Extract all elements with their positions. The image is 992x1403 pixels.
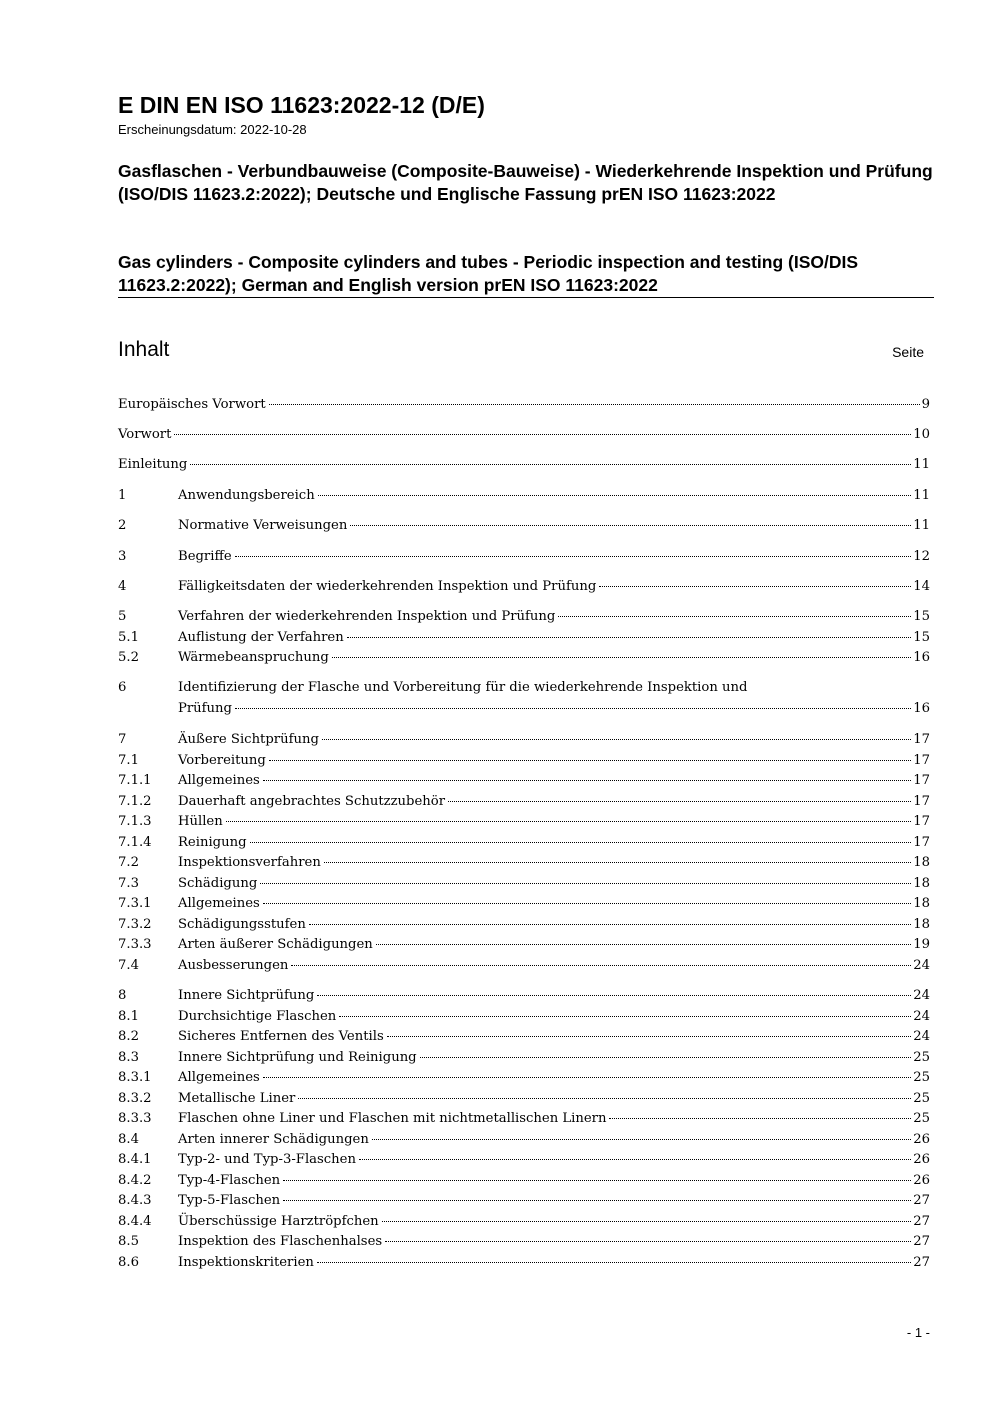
- toc-entry-title: Allgemeines: [178, 1070, 260, 1085]
- toc-entry-title: Anwendungsbereich: [178, 488, 315, 503]
- toc-entry-number: 2: [118, 518, 127, 533]
- toc-entry[interactable]: [118, 986, 930, 1006]
- toc-entry[interactable]: [118, 1109, 930, 1129]
- toc-leader-dots: [250, 842, 912, 843]
- toc-leader-dots: [283, 1200, 911, 1201]
- toc-entry-number: 8.3.1: [118, 1070, 152, 1085]
- toc-entry-title: Prüfung: [178, 701, 232, 716]
- toc-entry-page: 17: [913, 794, 930, 809]
- toc-leader-dots: [291, 965, 911, 966]
- toc-leader-dots: [339, 1016, 911, 1017]
- toc-leader-dots: [298, 1098, 911, 1099]
- toc-leader-dots: [283, 1180, 911, 1181]
- toc-entry-title: Durchsichtige Flaschen: [178, 1009, 337, 1024]
- toc-entry-page: 18: [913, 917, 930, 932]
- toc-entry-page: 15: [913, 609, 930, 624]
- toc-entry-number: 7.1.4: [118, 835, 152, 850]
- toc-entry-number: 8.4: [118, 1132, 139, 1147]
- toc-entry-number: 7: [118, 732, 127, 747]
- toc-leader-dots: [263, 1077, 911, 1078]
- toc-entry-number: 7.2: [118, 855, 139, 870]
- toc-leader-dots: [609, 1118, 911, 1119]
- toc-entry-page: 25: [913, 1050, 930, 1065]
- toc-leader-dots: [309, 924, 911, 925]
- toc-leader-dots: [317, 995, 911, 996]
- toc-leader-dots: [317, 1262, 911, 1263]
- toc-entry-number: 8.6: [118, 1255, 139, 1270]
- toc-entry-title: Wärmebeanspruchung: [178, 650, 329, 665]
- toc-leader-dots: [332, 657, 911, 658]
- toc-entry-number: 8.2: [118, 1029, 139, 1044]
- toc-entry-title: Allgemeines: [178, 773, 260, 788]
- toc-entry-number: 7.3.3: [118, 937, 152, 952]
- toc-entry-title: Europäisches Vorwort: [118, 397, 266, 412]
- toc-entry-page: 11: [913, 457, 930, 472]
- toc-leader-dots: [382, 1221, 912, 1222]
- toc-leader-dots: [350, 525, 911, 526]
- toc-leader-dots: [226, 821, 911, 822]
- toc-entry-title: Typ-2- und Typ-3-Flaschen: [178, 1152, 356, 1167]
- toc-entry-page: 24: [913, 958, 930, 973]
- toc-entry-page: 18: [913, 876, 930, 891]
- toc-entry-title: Dauerhaft angebrachtes Schutzzubehör: [178, 794, 445, 809]
- toc-entry-page: 27: [913, 1255, 930, 1270]
- toc-entry-number: 7.1: [118, 753, 139, 768]
- header-divider: [118, 297, 934, 298]
- toc-entry-page: 24: [913, 1009, 930, 1024]
- toc-leader-dots: [372, 1139, 911, 1140]
- toc-entry[interactable]: [118, 1027, 930, 1047]
- toc-entry-number: 8.4.3: [118, 1193, 152, 1208]
- toc-entry-title: Typ-5-Flaschen: [178, 1193, 281, 1208]
- toc-entry[interactable]: [118, 1068, 930, 1088]
- toc-leader-dots: [376, 944, 911, 945]
- toc-page-label: Seite: [892, 344, 924, 360]
- toc-entry-page: 26: [913, 1173, 930, 1188]
- toc-entry[interactable]: [118, 1212, 930, 1232]
- toc-entry[interactable]: [118, 607, 930, 627]
- toc-entry-page: 12: [913, 549, 930, 564]
- toc-entry-number: 4: [118, 579, 127, 594]
- toc-entry[interactable]: [118, 1130, 930, 1150]
- toc-entry-title: Inspektionsverfahren: [178, 855, 321, 870]
- toc-entry-title: Verfahren der wiederkehrenden Inspektion und Prüfung: [178, 609, 556, 624]
- toc-entry[interactable]: [118, 853, 930, 873]
- toc-entry-page: 18: [913, 896, 930, 911]
- toc-entry[interactable]: [118, 547, 930, 567]
- toc-entry-page: 24: [913, 988, 930, 1003]
- toc-entry-title-line[interactable]: Identifizierung der Flasche und Vorbereitung für die wiederkehrende Inspektion und: [178, 680, 748, 695]
- toc-entry[interactable]: [118, 874, 930, 894]
- toc-entry[interactable]: [118, 894, 930, 914]
- toc-entry-page: 27: [913, 1193, 930, 1208]
- toc-entry-title: Arten innerer Schädigungen: [178, 1132, 369, 1147]
- toc-entry-page: 18: [913, 855, 930, 870]
- toc-entry-number: 1: [118, 488, 127, 503]
- toc-entry-title: Auflistung der Verfahren: [178, 630, 344, 645]
- toc-entry-page: 17: [913, 753, 930, 768]
- toc-leader-dots: [260, 883, 911, 884]
- toc-entry-title: Einleitung: [118, 457, 188, 472]
- toc-entry[interactable]: [118, 395, 930, 415]
- toc-entry-number: 8.3.3: [118, 1111, 152, 1126]
- toc-entry-number: 7.3.2: [118, 917, 152, 932]
- document-id: E DIN EN ISO 11623:2022-12 (D/E): [118, 92, 485, 118]
- toc-leader-dots: [269, 404, 920, 405]
- toc-leader-dots: [558, 616, 911, 617]
- title-english: Gas cylinders - Composite cylinders and tubes - Periodic inspection and testing (ISO/DIS 11623.2:2022); German and English version prEN ISO 11623:2022: [118, 252, 859, 295]
- toc-leader-dots: [448, 801, 911, 802]
- toc-entry[interactable]: [118, 648, 930, 668]
- toc-leader-dots: [235, 556, 912, 557]
- toc-entry-number: 8.3.2: [118, 1091, 152, 1106]
- toc-entry-title: Äußere Sichtprüfung: [178, 732, 319, 747]
- toc-entry-number: 3: [118, 549, 127, 564]
- toc-entry[interactable]: [118, 577, 930, 597]
- toc-entry-page: 16: [913, 701, 930, 716]
- toc-entry-title: Schädigung: [178, 876, 258, 891]
- toc-leader-dots: [347, 637, 912, 638]
- toc-entry[interactable]: [118, 699, 930, 719]
- toc-entry-title: Inspektionskriterien: [178, 1255, 314, 1270]
- toc-entry-page: 14: [913, 579, 930, 594]
- toc-leader-dots: [269, 760, 911, 761]
- toc-leader-dots: [599, 586, 911, 587]
- toc-entry-page: 25: [913, 1111, 930, 1126]
- toc-entry-number: 8.3: [118, 1050, 139, 1065]
- toc-entry[interactable]: [118, 751, 930, 771]
- toc-entry-number: 5.2: [118, 650, 139, 665]
- toc-entry-number: 5: [118, 609, 127, 624]
- toc-leader-dots: [385, 1241, 911, 1242]
- toc-entry[interactable]: [118, 730, 930, 750]
- toc-entry-title: Innere Sichtprüfung: [178, 988, 315, 1003]
- toc-entry-page: 11: [913, 518, 930, 533]
- publication-date: Erscheinungsdatum: 2022-10-28: [118, 122, 307, 137]
- toc-entry-page: 26: [913, 1152, 930, 1167]
- toc-entry-number: 6: [118, 680, 127, 695]
- toc-entry[interactable]: [118, 1089, 930, 1109]
- toc-entry[interactable]: [118, 1048, 930, 1068]
- toc-entry[interactable]: [118, 1171, 930, 1191]
- toc-entry-title: Arten äußerer Schädigungen: [178, 937, 373, 952]
- toc-entry[interactable]: [118, 628, 930, 648]
- toc-entry-page: 25: [913, 1091, 930, 1106]
- toc-leader-dots: [174, 434, 911, 435]
- toc-entry-number: 7.1.2: [118, 794, 152, 809]
- toc-entry-number: 8.4.2: [118, 1173, 152, 1188]
- toc-entry-title: Typ-4-Flaschen: [178, 1173, 281, 1188]
- toc-entry[interactable]: [118, 915, 930, 935]
- toc-leader-dots: [324, 862, 911, 863]
- toc-entry-title: Schädigungsstufen: [178, 917, 306, 932]
- toc-entry-number: 7.4: [118, 958, 139, 973]
- toc-entry-page: 17: [913, 773, 930, 788]
- toc-entry-page: 9: [921, 397, 930, 412]
- toc-entry-title: Reinigung: [178, 835, 247, 850]
- toc-entry-title: Vorwort: [118, 427, 172, 442]
- toc-entry-page: 26: [913, 1132, 930, 1147]
- toc-leader-dots: [263, 903, 911, 904]
- toc-entry[interactable]: [118, 1253, 930, 1273]
- toc-entry-title: Fälligkeitsdaten der wiederkehrenden Inspektion und Prüfung: [178, 579, 597, 594]
- toc-entry-number: 8.4.4: [118, 1214, 152, 1229]
- toc-entry-page: 27: [913, 1234, 930, 1249]
- toc-entry[interactable]: [118, 956, 930, 976]
- toc-entry-page: 10: [913, 427, 930, 442]
- toc-heading: Inhalt: [118, 338, 170, 361]
- toc-entry-number: 8.4.1: [118, 1152, 152, 1167]
- toc-leader-dots: [387, 1036, 912, 1037]
- toc-entry-title: Vorbereitung: [178, 753, 266, 768]
- toc-entry-page: 17: [913, 732, 930, 747]
- toc-entry-title: Metallische Liner: [178, 1091, 296, 1106]
- toc-leader-dots: [190, 464, 911, 465]
- toc-entry-number: 7.1.1: [118, 773, 152, 788]
- toc-entry-title: Innere Sichtprüfung und Reinigung: [178, 1050, 417, 1065]
- toc-entry-number: 8: [118, 988, 127, 1003]
- toc-entry-page: 17: [913, 814, 930, 829]
- toc-leader-dots: [263, 780, 911, 781]
- toc-leader-dots: [322, 739, 911, 740]
- toc-entry-page: 27: [913, 1214, 930, 1229]
- toc-leader-dots: [318, 495, 912, 496]
- toc-leader-dots: [359, 1159, 911, 1160]
- toc-entry[interactable]: [118, 516, 930, 536]
- toc-leader-dots: [420, 1057, 912, 1058]
- toc-entry-page: 24: [913, 1029, 930, 1044]
- toc-entry-page: 11: [913, 488, 930, 503]
- toc-entry-title: Sicheres Entfernen des Ventils: [178, 1029, 384, 1044]
- toc-entry[interactable]: [118, 812, 930, 832]
- toc-entry-page: 15: [913, 630, 930, 645]
- toc-entry-page: 19: [913, 937, 930, 952]
- toc-entry-title: Flaschen ohne Liner und Flaschen mit nichtmetallischen Linern: [178, 1111, 607, 1126]
- toc-entry-page: 25: [913, 1070, 930, 1085]
- toc-entry[interactable]: [118, 935, 930, 955]
- toc-entry-page: 16: [913, 650, 930, 665]
- title-german: Gasflaschen - Verbundbauweise (Composite-Bauweise) - Wiederkehrende Inspektion und Prüfung (ISO/DIS 11623.2:2022); Deutsche und Englische Fassung prEN ISO 11623:2022: [118, 161, 933, 204]
- toc-entry-title: Begriffe: [178, 549, 232, 564]
- page-number: - 1 -: [906, 1325, 930, 1340]
- toc-entry[interactable]: [118, 833, 930, 853]
- toc-entry[interactable]: [118, 486, 930, 506]
- toc-entry-title: Normative Verweisungen: [178, 518, 348, 533]
- toc-entry[interactable]: [118, 455, 930, 475]
- toc-entry-title: Ausbesserungen: [178, 958, 289, 973]
- toc-entry[interactable]: [118, 792, 930, 812]
- toc-entry[interactable]: [118, 1150, 930, 1170]
- toc-entry-title: Allgemeines: [178, 896, 260, 911]
- toc-entry[interactable]: [118, 1232, 930, 1252]
- toc-entry[interactable]: [118, 771, 930, 791]
- toc-entry-page: 17: [913, 835, 930, 850]
- toc-entry[interactable]: [118, 425, 930, 445]
- toc-entry[interactable]: [118, 1191, 930, 1211]
- toc-leader-dots: [235, 708, 911, 709]
- toc-entry-title: Hüllen: [178, 814, 223, 829]
- toc-entry-title: Inspektion des Flaschenhalses: [178, 1234, 383, 1249]
- toc-entry-number: 7.3: [118, 876, 139, 891]
- toc-entry-number: 5.1: [118, 630, 139, 645]
- toc-entry-number: 7.3.1: [118, 896, 152, 911]
- toc-entry-number: 8.1: [118, 1009, 139, 1024]
- toc-entry-number: 7.1.3: [118, 814, 152, 829]
- toc-entry-number: 8.5: [118, 1234, 139, 1249]
- toc-entry[interactable]: [118, 1007, 930, 1027]
- toc-entry-title: Überschüssige Harztröpfchen: [178, 1214, 379, 1229]
